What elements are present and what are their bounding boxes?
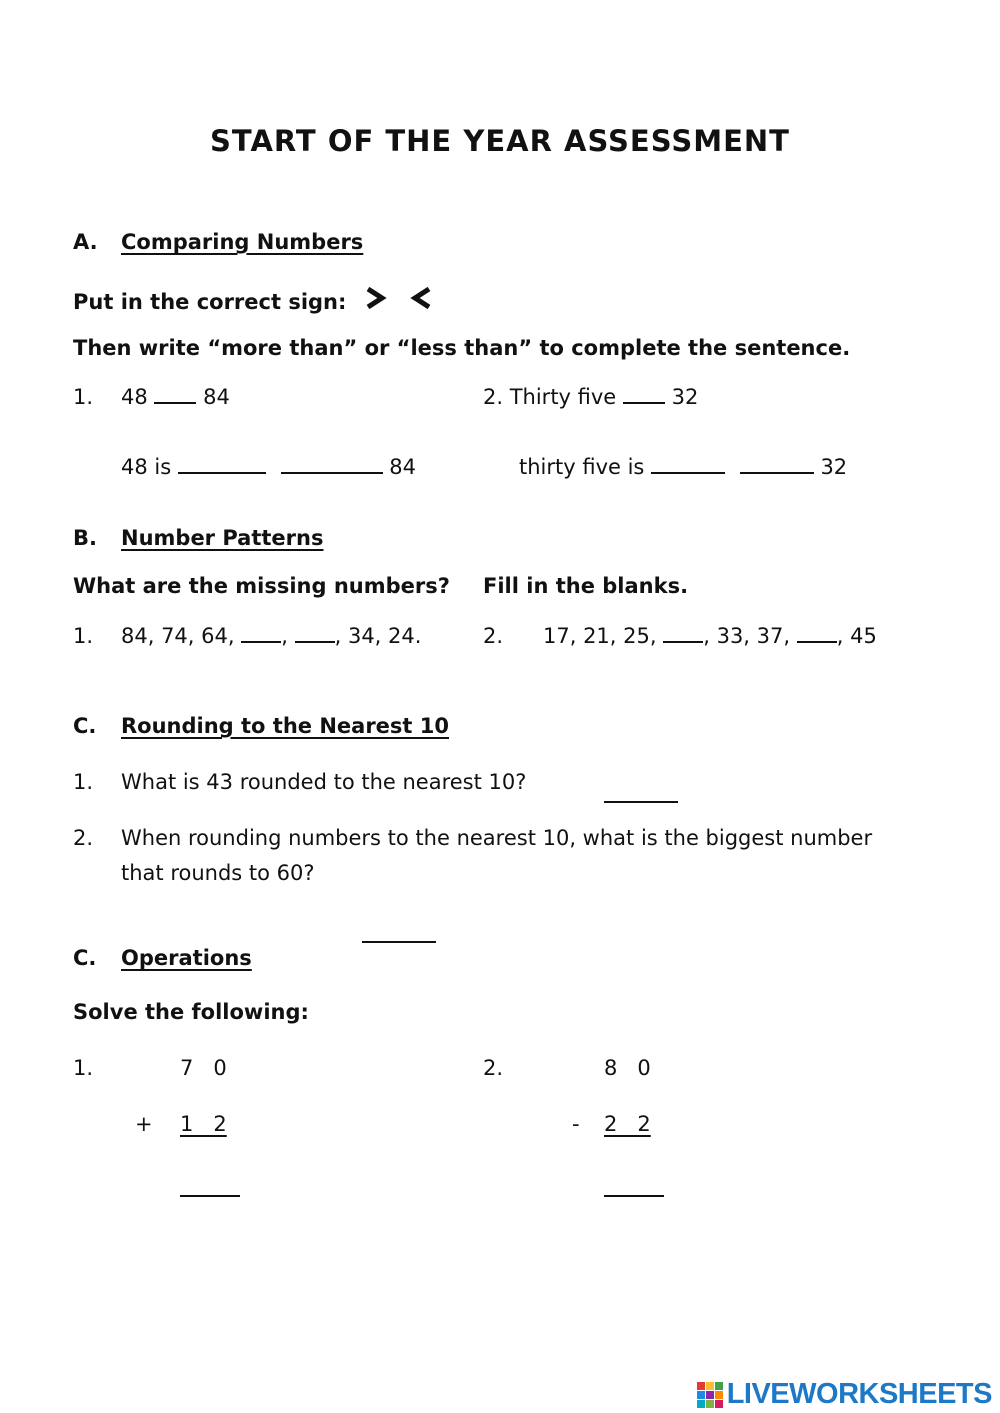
logo-square <box>697 1382 705 1390</box>
sentence-start: 48 is <box>121 455 172 479</box>
section-c-letter: C. <box>73 714 97 738</box>
number-left: 48 <box>121 385 148 409</box>
answer-blank[interactable] <box>178 468 266 474</box>
a-q1-comparison <box>121 385 230 409</box>
section-b-instruction-2: Fill in the blanks. <box>483 574 689 598</box>
logo-square <box>715 1400 723 1408</box>
a-q2-sentence <box>519 455 847 479</box>
question-number: 2. <box>73 826 94 850</box>
sentence-start: thirty five is <box>519 455 645 479</box>
sequence-end: , 34, 24. <box>334 624 422 648</box>
question-number: 2. <box>483 624 504 648</box>
less-than-icon <box>409 285 435 311</box>
b-q1-sequence <box>121 624 421 648</box>
section-c-heading: Rounding to the Nearest 10 <box>121 714 450 738</box>
sentence-end: 32 <box>820 455 848 479</box>
number-right: 84 <box>203 385 230 409</box>
subtrahend: 2 2 <box>604 1112 651 1136</box>
question-number: 2. <box>483 1056 504 1080</box>
section-d-letter: C. <box>73 946 97 970</box>
plus-sign: + <box>135 1112 153 1136</box>
logo-grid-icon <box>697 1382 723 1408</box>
addend-bottom: 1 2 <box>180 1112 227 1136</box>
sequence-start: 84, 74, 64, <box>121 624 235 648</box>
answer-blank[interactable] <box>180 1182 240 1201</box>
sequence-middle: , 33, 37, <box>703 624 791 648</box>
minuend: 8 0 <box>604 1056 651 1080</box>
question-number: 1. <box>73 1056 94 1080</box>
b-q2-sequence <box>543 624 877 648</box>
sign-blank[interactable] <box>154 398 196 404</box>
answer-blank[interactable] <box>740 468 814 474</box>
answer-blank[interactable] <box>797 637 837 643</box>
section-d-heading: Operations <box>121 946 252 970</box>
section-a-letter: A. <box>73 230 98 254</box>
section-b-heading: Number Patterns <box>121 526 324 550</box>
section-d-instruction: Solve the following: <box>73 1000 309 1024</box>
logo-square <box>706 1391 714 1399</box>
logo-square <box>715 1391 723 1399</box>
sequence-separator: , <box>281 624 288 648</box>
liveworksheets-logo[interactable] <box>697 1378 992 1411</box>
answer-blank[interactable] <box>663 637 703 643</box>
question-label: 2. Thirty five <box>483 385 617 409</box>
a-q1-sentence <box>121 455 416 479</box>
answer-blank[interactable] <box>281 468 383 474</box>
section-b-letter: B. <box>73 526 97 550</box>
c-q2-line-1: When rounding numbers to the nearest 10, what is the biggest number <box>121 826 873 850</box>
answer-blank[interactable] <box>362 928 436 947</box>
sequence-start: 17, 21, 25, <box>543 624 657 648</box>
answer-blank[interactable] <box>651 468 725 474</box>
c-q2-line-2: that rounds to 60? <box>121 861 315 885</box>
page-title: START OF THE YEAR ASSESSMENT <box>210 124 790 158</box>
logo-square <box>706 1400 714 1408</box>
c-q1-text: What is 43 rounded to the nearest 10? <box>121 770 527 794</box>
section-b-instruction-1: What are the missing numbers? <box>73 574 450 598</box>
a-q2-comparison <box>483 385 698 409</box>
section-a-instruction-1 <box>73 290 435 314</box>
logo-square <box>697 1391 705 1399</box>
greater-than-icon <box>362 285 388 311</box>
addend-top: 7 0 <box>180 1056 227 1080</box>
sequence-end: , 45 <box>836 624 877 648</box>
question-number: 1. <box>73 385 94 409</box>
section-a-instruction-2: Then write “more than” or “less than” to complete the sentence. <box>73 336 851 360</box>
logo-square <box>697 1400 705 1408</box>
sign-blank[interactable] <box>623 398 665 404</box>
answer-blank[interactable] <box>604 788 678 807</box>
question-number: 1. <box>73 624 94 648</box>
sentence-end: 84 <box>389 455 416 479</box>
answer-blank[interactable] <box>241 637 281 643</box>
logo-square <box>715 1382 723 1390</box>
answer-blank[interactable] <box>604 1182 664 1201</box>
minus-sign: - <box>572 1112 580 1136</box>
section-a-heading: Comparing Numbers <box>121 230 364 254</box>
logo-text: LIVEWORKSHEETS <box>726 1378 992 1410</box>
answer-blank[interactable] <box>295 637 335 643</box>
logo-square <box>706 1382 714 1390</box>
number-right: 32 <box>671 385 699 409</box>
instruction-text: Put in the correct sign: <box>73 290 347 314</box>
question-number: 1. <box>73 770 94 794</box>
